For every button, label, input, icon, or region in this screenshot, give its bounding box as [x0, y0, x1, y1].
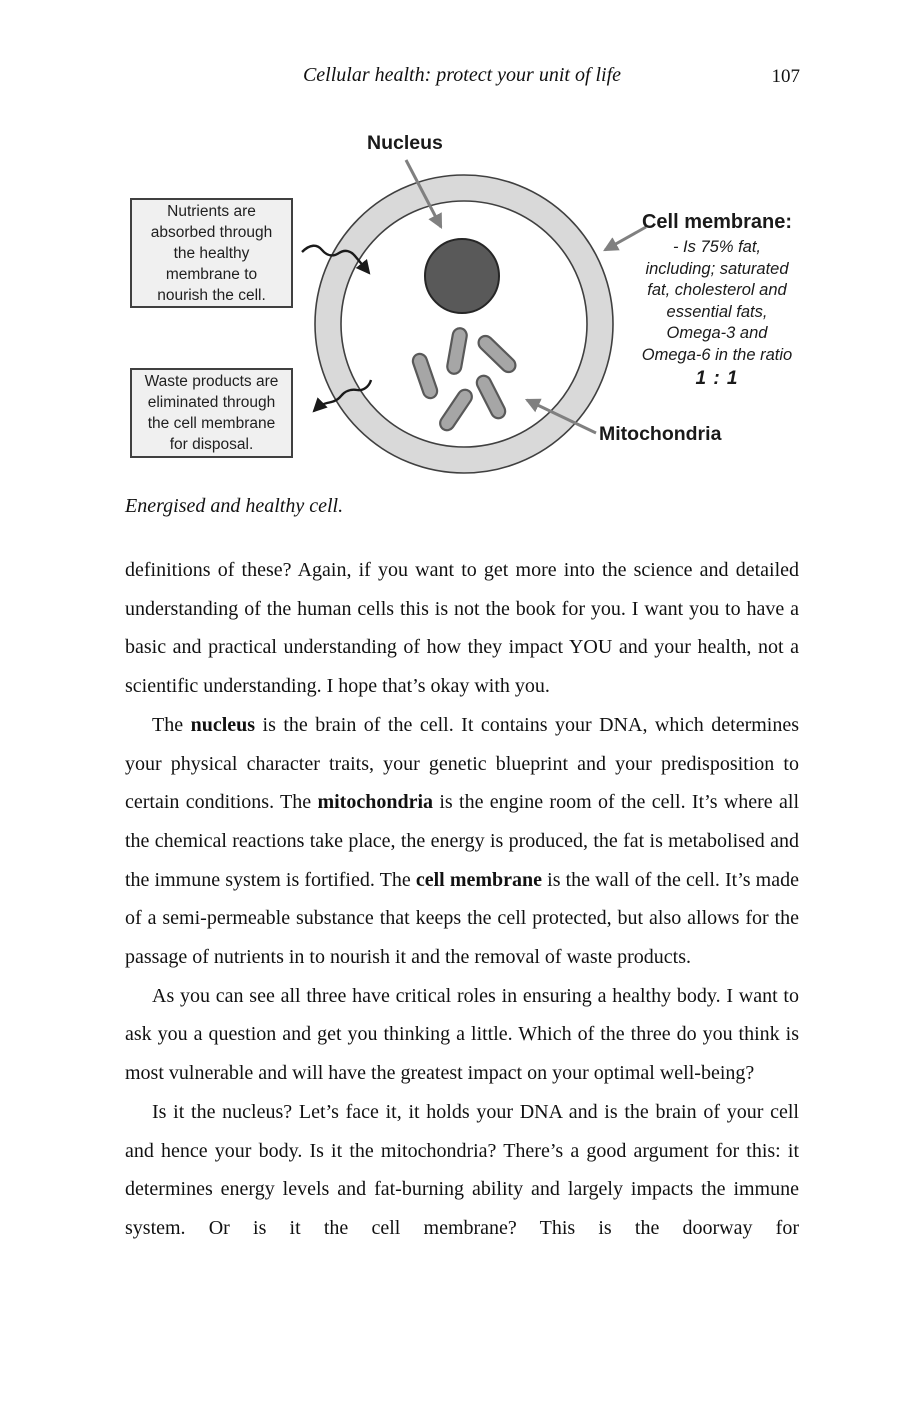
text-line: membrane to: [165, 265, 258, 283]
figure-caption: Energised and healthy cell.: [125, 495, 344, 517]
text-run: is the brain of the cell. It contains your DNA, which determines your physical character traits, your genetic blueprint and your predisposition to certain conditions. The: [125, 713, 800, 814]
text-line: eliminated through: [147, 394, 276, 411]
text-line: - Is 75% fat,: [672, 238, 762, 256]
bold-term: nucleus: [190, 713, 256, 736]
cell-membrane-title: Cell membrane:: [641, 211, 793, 233]
nucleus-label: Nucleus: [367, 132, 443, 154]
text-line: nourish the cell.: [157, 286, 266, 304]
cell-membrane-annotation: [634, 211, 800, 390]
text-line: Omega-6 in the ratio: [641, 345, 793, 364]
paragraph: [125, 977, 799, 1093]
text-line: for disposal.: [169, 436, 254, 453]
text-run: is the engine room of the cell. It’s where all the chemical reactions take place, the energy is produced, the fat is metabolised and the immune system is fortified. The: [125, 791, 800, 891]
nucleus-shape: [425, 239, 499, 313]
cell-membrane-description: [634, 237, 800, 366]
text-line: including; saturated: [645, 259, 789, 278]
page-number: 107: [771, 66, 800, 87]
text-run: As you can see all three have critical roles in ensuring a healthy body. I want to ask you a question and get you thinking a little. Which of the three do you think is most vulnerable and will have the greatest impact on your optimal well-being?: [125, 984, 799, 1085]
paragraph: [125, 706, 799, 977]
text-line: Waste products are: [144, 373, 279, 390]
nutrients-callout-box: [130, 198, 293, 308]
text-line: essential fats,: [666, 302, 768, 321]
text-line: fat, cholesterol and: [647, 281, 787, 299]
text-run: Is it the nucleus? Let’s face it, it holds your DNA and is the brain of your cell and hence your body. Is it the mitochondria? There’s a good argument for this: it determines energy levels and fat-burning ability and largely impacts the immune system. Or is it the cell membrane? This is the doorway for: [125, 1100, 799, 1239]
text-line: Nutrients are: [167, 202, 256, 220]
mitochondria-label: Mitochondria: [599, 423, 722, 445]
running-head: Cellular health: protect your unit of life: [302, 64, 622, 86]
paragraph: [125, 1093, 799, 1248]
waste-callout-box: [130, 368, 293, 458]
text-run: is the wall of the cell. It’s made of a semi-permeable substance that keeps the cell protected, but also allows for the passage of nutrients in to nourish it and the removal of waste products.: [125, 868, 799, 969]
body-paragraphs: [125, 551, 799, 1248]
text-run: The: [152, 713, 191, 736]
omega-ratio: 1 : 1: [695, 368, 739, 389]
text-run: definitions of these? Again, if you want to get more into the science and detailed understanding of the human cells this is not the book for you. I want you to have a basic and practical understanding of how they impact YOU and your health, not a scientific understanding. I hope that’s okay with you.: [125, 559, 799, 698]
text-line: absorbed through: [150, 223, 273, 241]
text-line: Omega-3 and: [666, 324, 768, 342]
bold-term: cell membrane: [415, 868, 543, 891]
bold-term: mitochondria: [317, 791, 434, 814]
paragraph: [125, 551, 799, 706]
text-line: the cell membrane: [147, 415, 276, 432]
text-line: the healthy: [173, 244, 250, 262]
